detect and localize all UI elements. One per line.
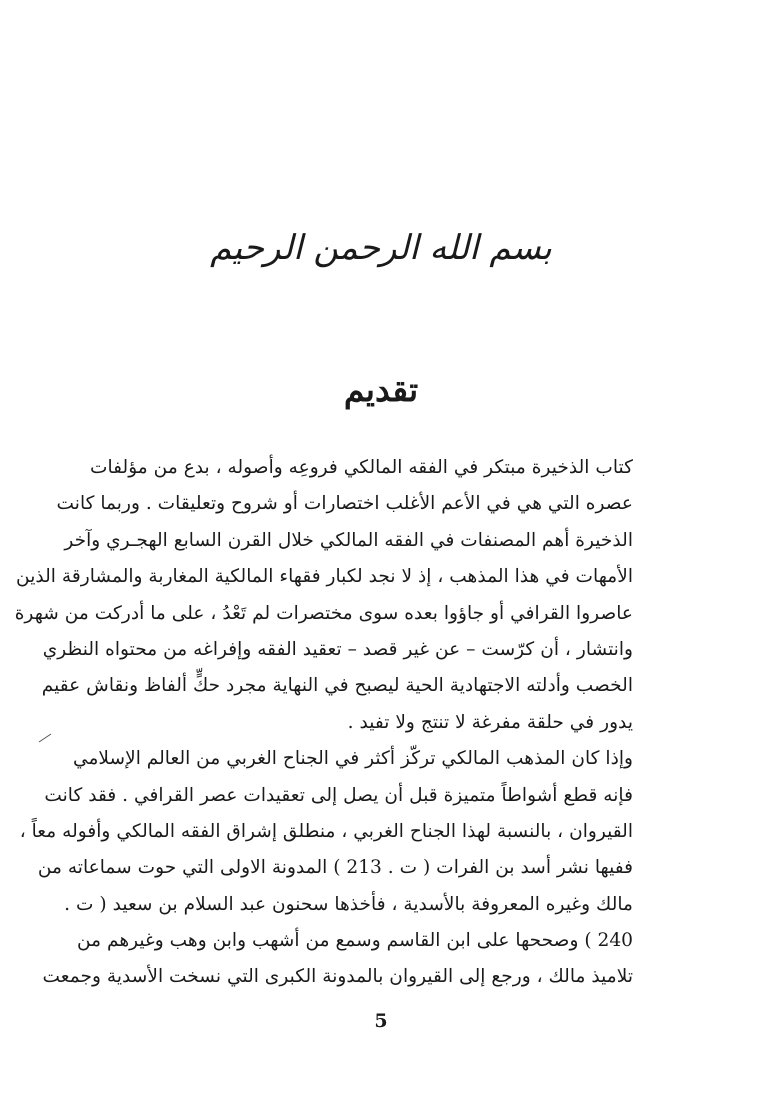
- text-line: يدور في حلقة مفرغة لا تنتج ولا تفيد .: [347, 711, 633, 733]
- text-line: مالك وغيره المعروفة بالأسدية ، فأخذها سحنون عبد السلام بن سعيد ( ت .: [64, 893, 633, 915]
- text-line: كتاب الذخيرة مبتكر في الفقه المالكي فروعِه وأصوله ، بدع من مؤلفات: [89, 457, 633, 478]
- text-line: عاصروا القرافي أو جاؤوا بعده سوى مختصرات لم تَعْدُ ، على ما أدركت من شهرة: [14, 602, 633, 624]
- text-line: ففيها نشر أسد بن الفرات ( ت . 213 ) المدونة الاولى التي حوت سماعاته من: [37, 857, 633, 879]
- text-line: الأمهات في هذا المذهب ، إذ لا نجد لكبار فقهاء المالكية المغاربة والمشارقة الذين: [16, 566, 633, 588]
- text-line: وإذا كان المذهب المالكي تركّز أكثر في الجناح الغربي من العالم الإسلامي: [72, 748, 633, 770]
- basmala-calligraphy: بسم الله الرحمن الرحيم: [210, 228, 552, 268]
- text-line: 240 ) وصححها على ابن القاسم وسمع من أشهب وابن وهب وغيرهم من: [76, 930, 633, 952]
- text-line: فإنه قطع أشواطاً متميزة قبل أن يصل إلى تعقيدات عصر القرافي . فقد كانت: [44, 784, 633, 806]
- text-line: القيروان ، بالنسبة لهذا الجناح الغربي ، منطلق إشراق الفقه المالكي وأفوله معاً ،: [19, 820, 633, 842]
- text-line: عصره التي هي في الأعم الأغلب اختصارات أو شروح وتعليقات . وربما كانت: [56, 493, 633, 515]
- text-line: الخصب وأدلته الاجتهادية الحية ليصبح في النهاية مجرد حكٍّ ألفاظ ونقاش عقيم: [41, 675, 633, 697]
- section-heading: تقديم: [343, 370, 419, 409]
- text-line: تلاميذ مالك ، ورجع إلى القيروان بالمدونة الكبرى التي نسخت الأسدية وجمعت: [42, 966, 633, 988]
- text-line: الذخيرة أهم المصنفات في الفقه المالكي خلال القرن السابع الهجـري وآخر: [64, 529, 633, 551]
- body-text: [14, 450, 633, 996]
- text-line: وانتشار ، أن كرّست – عن غير قصد – تعقيد الفقه وإفراغه من محتواه النظري: [42, 638, 633, 660]
- margin-pencil-mark: [38, 733, 52, 743]
- page-number: 5: [374, 1010, 388, 1032]
